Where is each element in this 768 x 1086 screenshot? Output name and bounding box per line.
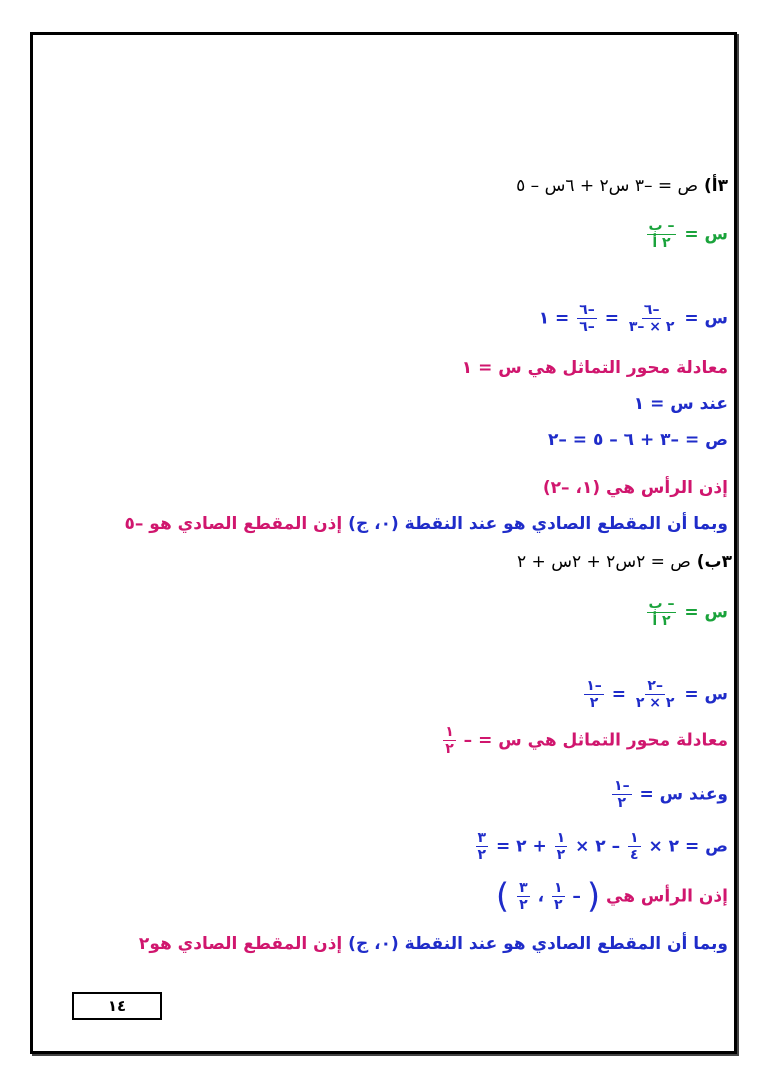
part-b-sub-fraction-2 [584,678,604,711]
part-b-axis [441,724,728,757]
part-a-formula [645,218,729,251]
fraction-numerator: –٦ [579,302,595,318]
part-b-vertex-sign: – [572,886,581,907]
fraction-numerator: ١ [553,880,563,896]
fraction-numerator: –٢ [647,678,663,694]
page-number: ١٤ [107,997,127,1015]
fraction-numerator: ٣ [519,880,528,896]
open-paren: ( [586,876,601,917]
part-b-y [474,830,728,863]
part-a-intercept-point: (٠، ج) [348,514,399,534]
part-b-intercept-part2: إذن المقطع الصادي هو٢ [138,934,343,954]
fraction-denominator: ٢ × –٣ [628,319,675,335]
part-b-formula-lhs: س = [684,602,728,623]
part-b-axis-fraction [443,724,456,757]
fraction-denominator: ٤ [630,847,639,863]
part-a-vertex-prefix: إذن الرأس هي [606,478,728,498]
part-b-y-mid: – ٢ × [575,836,621,857]
part-a-substitution: س = $\frac{-٦}{٢ \times -٣}$ = $\frac{-٦}{-٦}$ = ١ [538,302,728,335]
part-b-vertex-prefix: إذن الرأس هي [606,886,728,907]
fraction-numerator: ١ [630,830,639,846]
part-a-label: ٣أ) [704,176,728,196]
part-b-intercept-point: (٠، ج) [348,934,399,954]
part-b-intercept-part1: وبما أن المقطع الصادي هو عند النقطة [404,934,728,954]
page-number-box [72,992,162,1020]
part-b-at-fraction [612,778,632,811]
fraction-numerator: ١ [445,724,454,740]
part-b-title [517,550,732,574]
fraction-numerator: – ب [648,596,675,612]
part-a-axis: معادلة محور التماثل هي س = ١ [461,358,728,378]
fraction-denominator: ٢ [556,847,566,863]
part-a-y: ص = –٣ + ٦ – ٥ = –٢ [547,430,728,450]
part-b-vertex-fraction-2 [517,880,530,913]
part-b-y-fraction-3 [476,830,489,863]
part-a-sub-fraction-1 [627,302,677,335]
fraction-denominator: –٦ [579,319,595,335]
close-paren: ) [495,876,510,917]
part-a-vertex [543,476,728,500]
fraction-numerator: –٦ [643,302,660,318]
fraction-denominator: ٢ أ [652,235,671,251]
part-a-intercept-part1: وبما أن المقطع الصادي هو عند النقطة [404,514,728,534]
part-b-at [610,778,728,811]
fraction-denominator: ٢ [477,847,487,863]
part-b-intercept [139,932,728,956]
fraction-numerator: –١ [586,678,602,694]
part-a-formula-lhs: س = [684,224,728,245]
part-b-sub-lhs: س = [684,684,728,705]
part-b-at-text: وعند س = [639,784,728,805]
part-b-label: ٣ب) [696,552,732,572]
part-a-formula-fraction [647,218,677,251]
part-b-substitution: س = $\frac{-٢}{٢ \times ٢}$ = $\frac{-١}{٢}$ [586,678,728,711]
fraction-denominator: ٢ [445,741,454,757]
fraction-denominator: ٢ [519,897,528,913]
part-b-formula-fraction [647,596,677,629]
part-a-intercept [125,512,729,536]
fraction-numerator: ٣ [477,830,487,846]
part-b-y-fraction-2 [555,830,568,863]
part-b-y-lhs: ص = ٢ × [648,836,728,857]
part-b-formula [645,596,729,629]
part-a-sub-lhs: س = [684,308,728,329]
part-a-sub-fraction-2 [577,302,597,335]
fraction-numerator: – ب [648,218,675,234]
part-b-y-fraction-1 [628,830,641,863]
part-b-sub-fraction-1 [634,678,677,711]
part-a-intercept-part2: إذن المقطع الصادي هو –٥ [124,514,343,534]
part-a-equation: ص = –٣ س٢ + ٦س – ٥ [516,176,699,196]
part-b-equation: ص = ٢س٢ + ٢س + ٢ [517,552,691,572]
part-a-at: عند س = ١ [633,394,728,414]
part-b-vertex: إذن الرأس هي ( – $\frac{١}{٢}$ ، $\frac{٣}{٢}$ ) [495,876,728,917]
part-b-vertex-fraction-1 [552,880,565,913]
part-b-axis-text: معادلة محور التماثل هي س = – [463,730,728,751]
fraction-denominator: ٢ × ٢ [635,695,675,711]
fraction-denominator: ٢ [617,795,627,811]
fraction-numerator: –١ [614,778,630,794]
fraction-numerator: ١ [556,830,566,846]
fraction-denominator: ٢ أ [652,613,671,629]
part-a-title [516,174,728,198]
fraction-denominator: ٢ [589,695,599,711]
fraction-denominator: ٢ [553,897,563,913]
part-b-y-plus: + ٢ = [495,836,547,857]
part-a-vertex-value: (١، –٢) [542,478,601,498]
part-a-sub-rhs: = ١ [538,308,570,329]
